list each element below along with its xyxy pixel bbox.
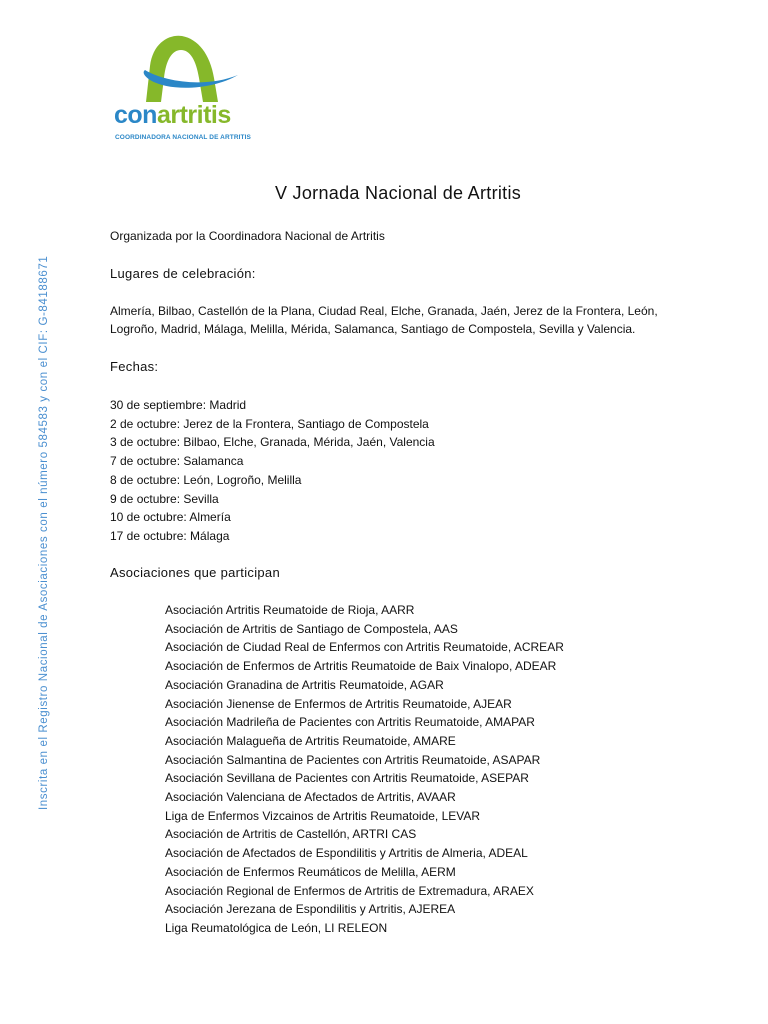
registry-side-text: Inscrita en el Registro Nacional de Asociaciones con el número 584583 y con el CIF: G-84188671 xyxy=(38,255,50,810)
association-item: Asociación de Afectados de Espondilitis y Artritis de Almeria, ADEAL xyxy=(165,846,528,861)
logo-tagline: COORDINADORA NACIONAL DE ARTRITIS xyxy=(115,134,251,141)
association-item: Asociación de Ciudad Real de Enfermos con Artritis Reumatoide, ACREAR xyxy=(165,640,564,655)
association-item: Asociación de Artritis de Santiago de Compostela, AAS xyxy=(165,621,458,636)
date-item: 7 de octubre: Salamanca xyxy=(110,454,244,469)
venues-line-2: Logroño, Madrid, Málaga, Melilla, Mérida, Salamanca, Santiago de Compostela, Sevilla y Valencia. xyxy=(110,322,636,336)
date-item: 17 de octubre: Málaga xyxy=(110,528,230,543)
association-item: Asociación de Enfermos Reumáticos de Melilla, AERM xyxy=(165,864,456,879)
date-item: 30 de septiembre: Madrid xyxy=(110,398,247,412)
association-item: Asociación Malagueña de Artritis Reumatoide, AMARE xyxy=(165,733,456,748)
association-item: Liga Reumatológica de León, LI RELEON xyxy=(165,920,388,935)
logo-wordmark: conartritis xyxy=(114,101,231,129)
conartritis-logo xyxy=(110,30,260,150)
association-item: Asociación Regional de Enfermos de Artritis de Extremadura, ARAEX xyxy=(165,883,534,898)
association-item: Asociación Artritis Reumatoide de Rioja, AARR xyxy=(165,603,415,617)
date-item: 8 de octubre: León, Logroño, Melilla xyxy=(110,472,302,487)
date-item: 10 de octubre: Almería xyxy=(110,510,231,525)
logo-arch-icon xyxy=(110,30,260,110)
association-item: Asociación de Enfermos de Artritis Reumatoide de Baix Vinalopo, ADEAR xyxy=(165,659,557,674)
association-item: Asociación Sevillana de Pacientes con Artritis Reumatoide, ASEPAR xyxy=(165,771,529,786)
association-item: Asociación de Artritis de Castellón, ARTRI CAS xyxy=(165,827,417,842)
date-item: 2 de octubre: Jerez de la Frontera, Santiago de Compostela xyxy=(110,416,429,431)
association-item: Asociación Granadina de Artritis Reumatoide, AGAR xyxy=(165,677,444,692)
venues-line-1: Almería, Bilbao, Castellón de la Plana, Ciudad Real, Elche, Granada, Jaén, Jerez de la Frontera, León, xyxy=(110,304,658,318)
dates-list xyxy=(110,396,435,546)
associations-heading: Asociaciones que participan xyxy=(110,565,280,580)
venues-heading: Lugares de celebración: xyxy=(110,266,256,281)
associations-list xyxy=(165,601,564,938)
association-item: Asociación Salmantina de Pacientes con Artritis Reumatoide, ASAPAR xyxy=(165,752,541,767)
date-item: 9 de octubre: Sevilla xyxy=(110,491,219,506)
association-item: Liga de Enfermos Vizcainos de Artritis Reumatoide, LEVAR xyxy=(165,808,481,823)
dates-heading: Fechas: xyxy=(110,359,159,374)
association-item: Asociación Jerezana de Espondilitis y Artritis, AJEREA xyxy=(165,902,456,917)
organizer-text: Organizada por la Coordinadora Nacional de Artritis xyxy=(110,229,385,243)
association-item: Asociación Valenciana de Afectados de Artritis, AVAAR xyxy=(165,790,456,805)
association-item: Asociación Madrileña de Pacientes con Artritis Reumatoide, AMAPAR xyxy=(165,715,535,730)
association-item: Asociación Jienense de Enfermos de Artritis Reumatoide, AJEAR xyxy=(165,696,512,711)
page-title: V Jornada Nacional de Artritis xyxy=(274,183,522,203)
date-item: 3 de octubre: Bilbao, Elche, Granada, Mérida, Jaén, Valencia xyxy=(110,435,435,450)
